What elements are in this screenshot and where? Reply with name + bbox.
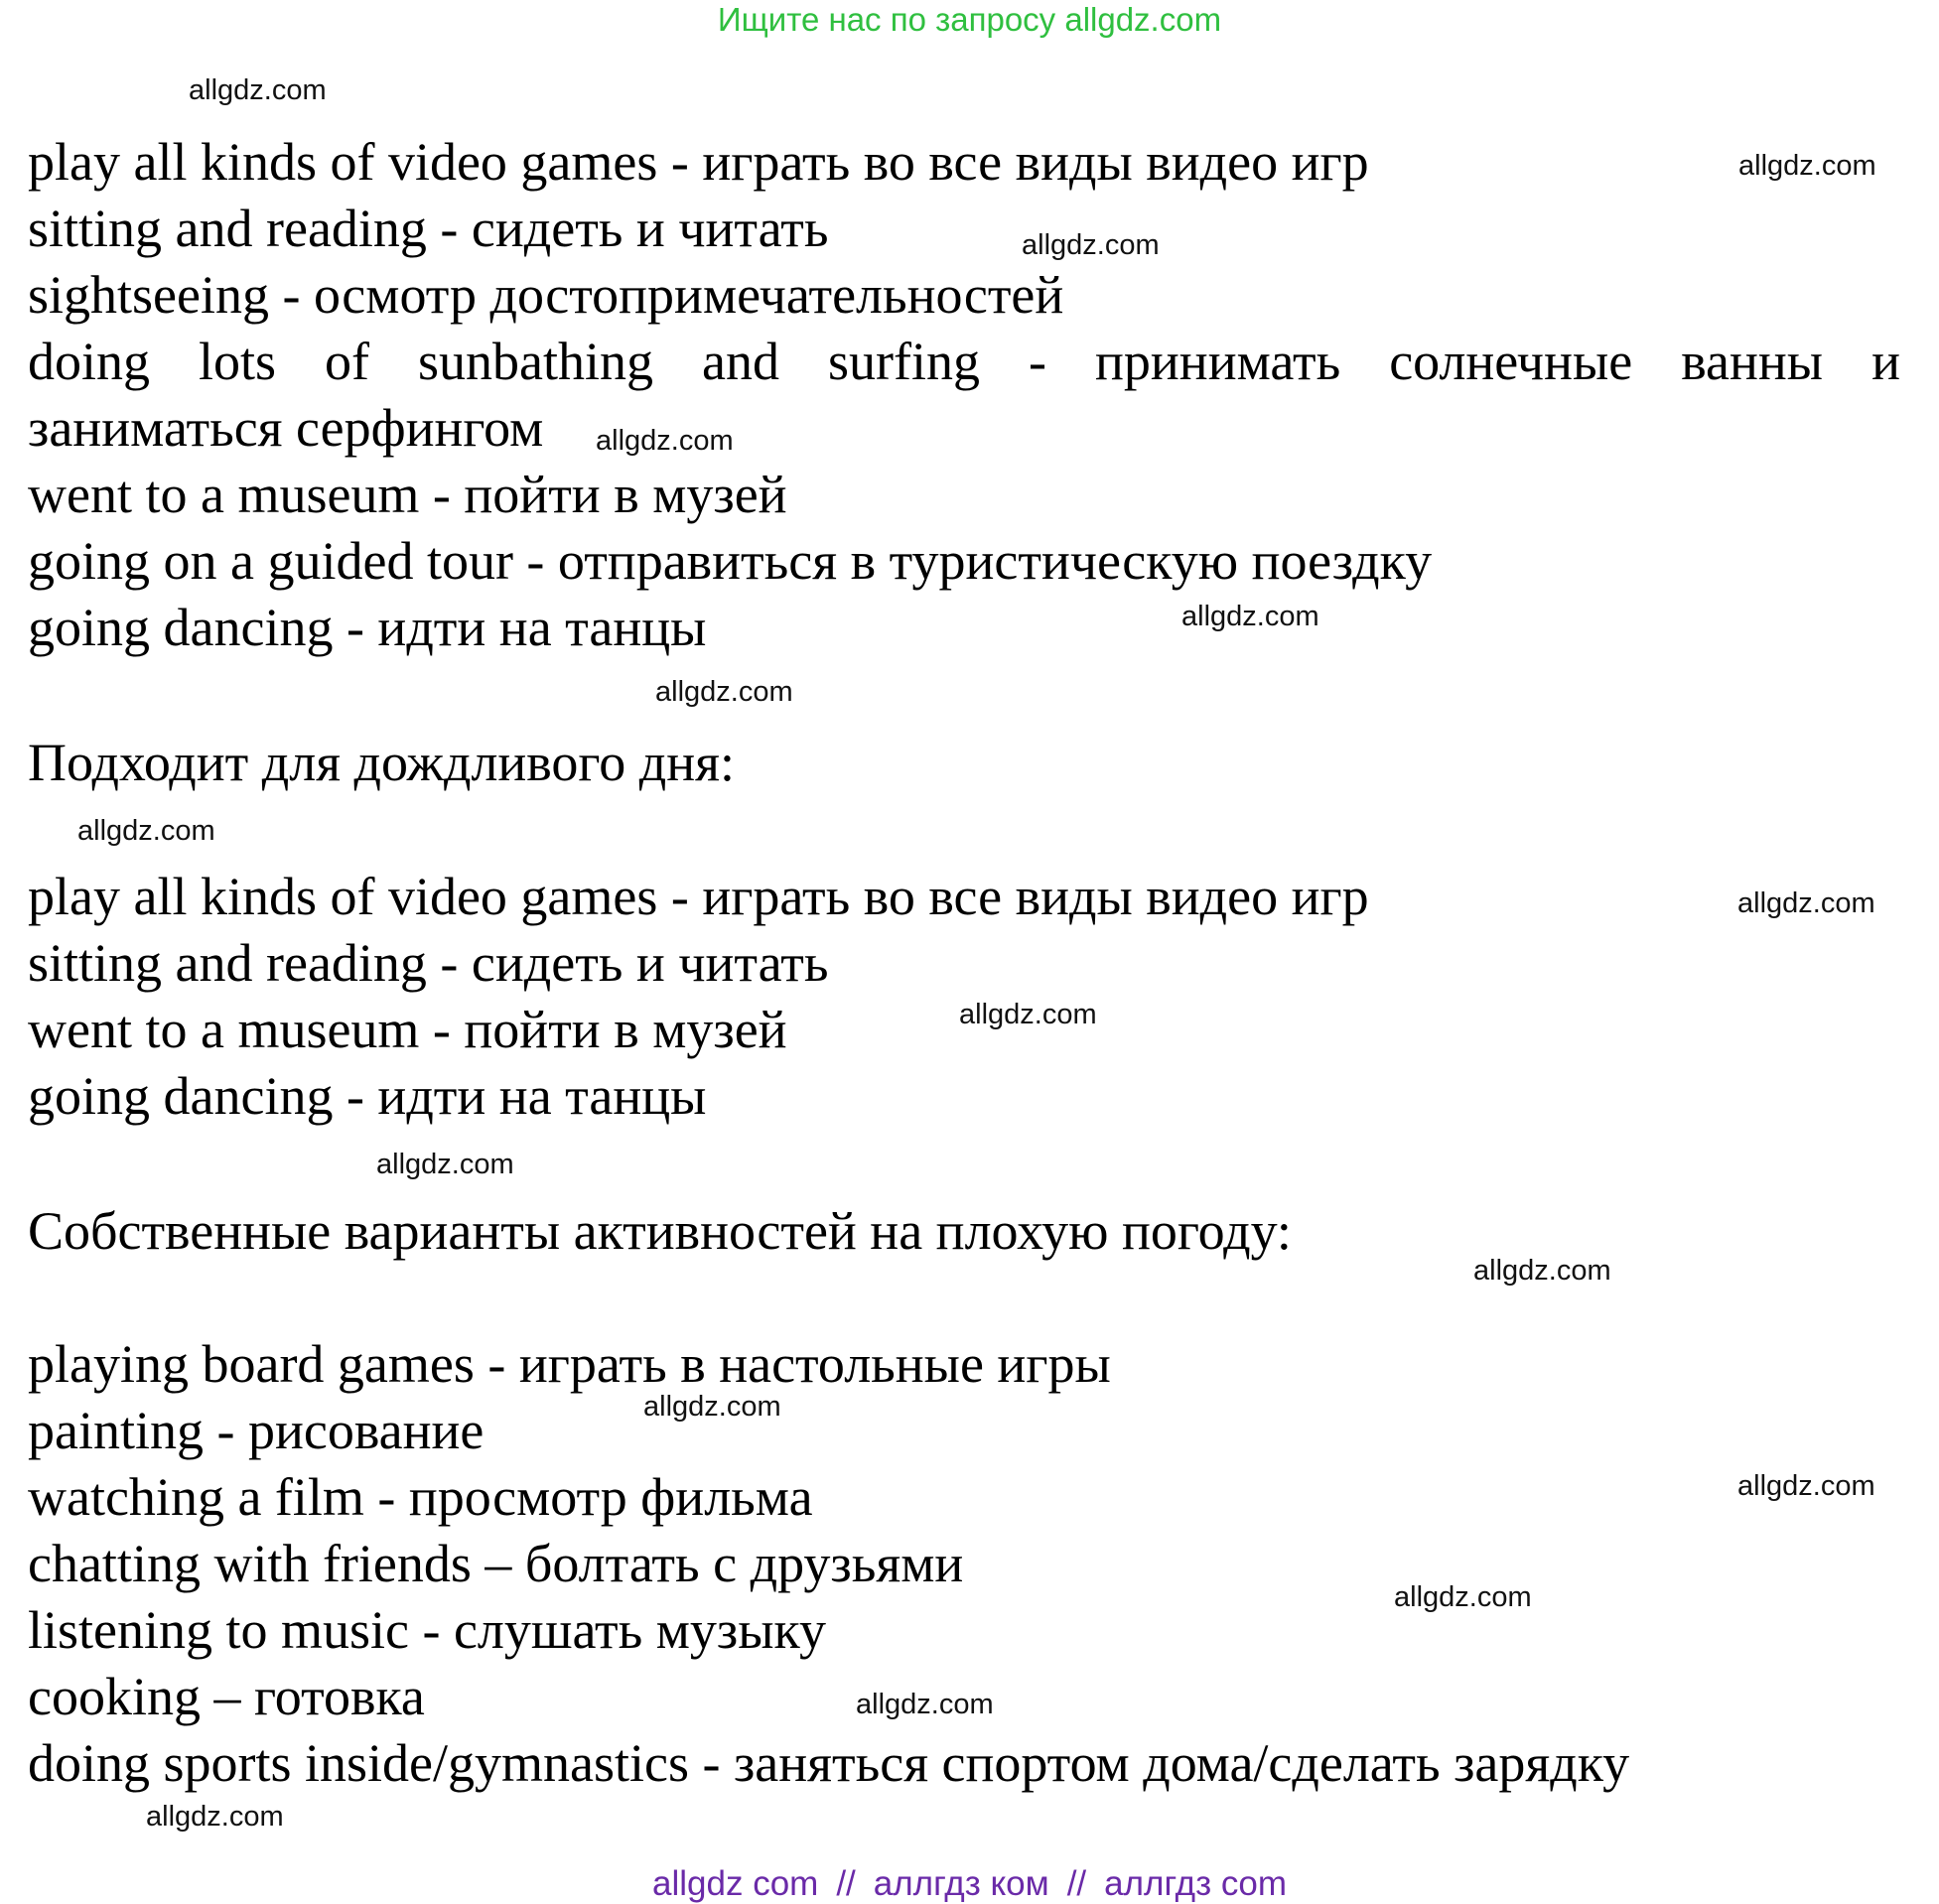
vocab-line: playing board games - играть в настольные игры — [28, 1334, 1111, 1394]
watermark: allgdz.com — [596, 425, 734, 457]
vocab-line: play all kinds of video games - играть во все виды видео игр — [28, 867, 1369, 926]
watermark: allgdz.com — [376, 1149, 514, 1180]
vocab-line: play all kinds of video games - играть во все виды видео игр — [28, 132, 1369, 192]
watermark: allgdz.com — [1022, 229, 1160, 261]
vocab-line: doing lots of sunbathing and surfing - принимать солнечные ванны и — [28, 332, 1900, 391]
watermark: allgdz.com — [1181, 601, 1319, 632]
watermark: allgdz.com — [77, 815, 215, 847]
section-heading-rainy-day: Подходит для дождливого дня: — [28, 733, 735, 792]
watermark: allgdz.com — [856, 1689, 994, 1720]
footer-item: аллгдз ком — [873, 1864, 1049, 1903]
vocab-line: going dancing - идти на танцы — [28, 598, 707, 657]
watermark: allgdz.com — [146, 1801, 284, 1833]
vocab-line: sitting and reading - сидеть и читать — [28, 199, 829, 258]
footer-item: аллгдз com — [1104, 1864, 1287, 1903]
watermark: allgdz.com — [1473, 1255, 1611, 1287]
watermark: allgdz.com — [643, 1391, 781, 1423]
vocab-line: sightseeing - осмотр достопримечательностей — [28, 265, 1064, 325]
top-banner: Ищите нас по запросу allgdz.com — [717, 1, 1222, 38]
vocab-line: watching a film - просмотр фильма — [28, 1467, 813, 1527]
vocab-line: sitting and reading - сидеть и читать — [28, 933, 829, 993]
vocab-line: cooking – готовка — [28, 1667, 425, 1726]
watermark: allgdz.com — [1737, 1470, 1875, 1502]
watermark: allgdz.com — [1738, 150, 1876, 182]
vocab-line: listening to music - слушать музыку — [28, 1600, 827, 1660]
vocab-line: went to a museum - пойти в музей — [28, 465, 787, 524]
watermark: allgdz.com — [1394, 1581, 1532, 1613]
footer-separator: // — [1066, 1864, 1087, 1903]
watermark: allgdz.com — [655, 676, 793, 708]
watermark: allgdz.com — [959, 999, 1097, 1030]
footer-separator: // — [836, 1864, 856, 1903]
vocab-line: doing sports inside/gymnastics - заняться спортом дома/сделать зарядку — [28, 1733, 1630, 1793]
vocab-line: going dancing - идти на танцы — [28, 1066, 707, 1126]
footer-links — [0, 1864, 1939, 1904]
vocab-line-continuation: заниматься серфингом — [28, 398, 544, 458]
vocab-line: chatting with friends – болтать с друзьями — [28, 1534, 964, 1593]
watermark: allgdz.com — [1737, 887, 1875, 919]
vocab-line: going on a guided tour - отправиться в туристическую поездку — [28, 531, 1433, 591]
vocab-line: painting - рисование — [28, 1401, 485, 1460]
watermark: allgdz.com — [189, 74, 327, 106]
section-heading-own-activities: Собственные варианты активностей на плохую погоду: — [28, 1201, 1292, 1261]
footer-item: allgdz com — [652, 1864, 819, 1903]
vocab-line: went to a museum - пойти в музей — [28, 1000, 787, 1059]
